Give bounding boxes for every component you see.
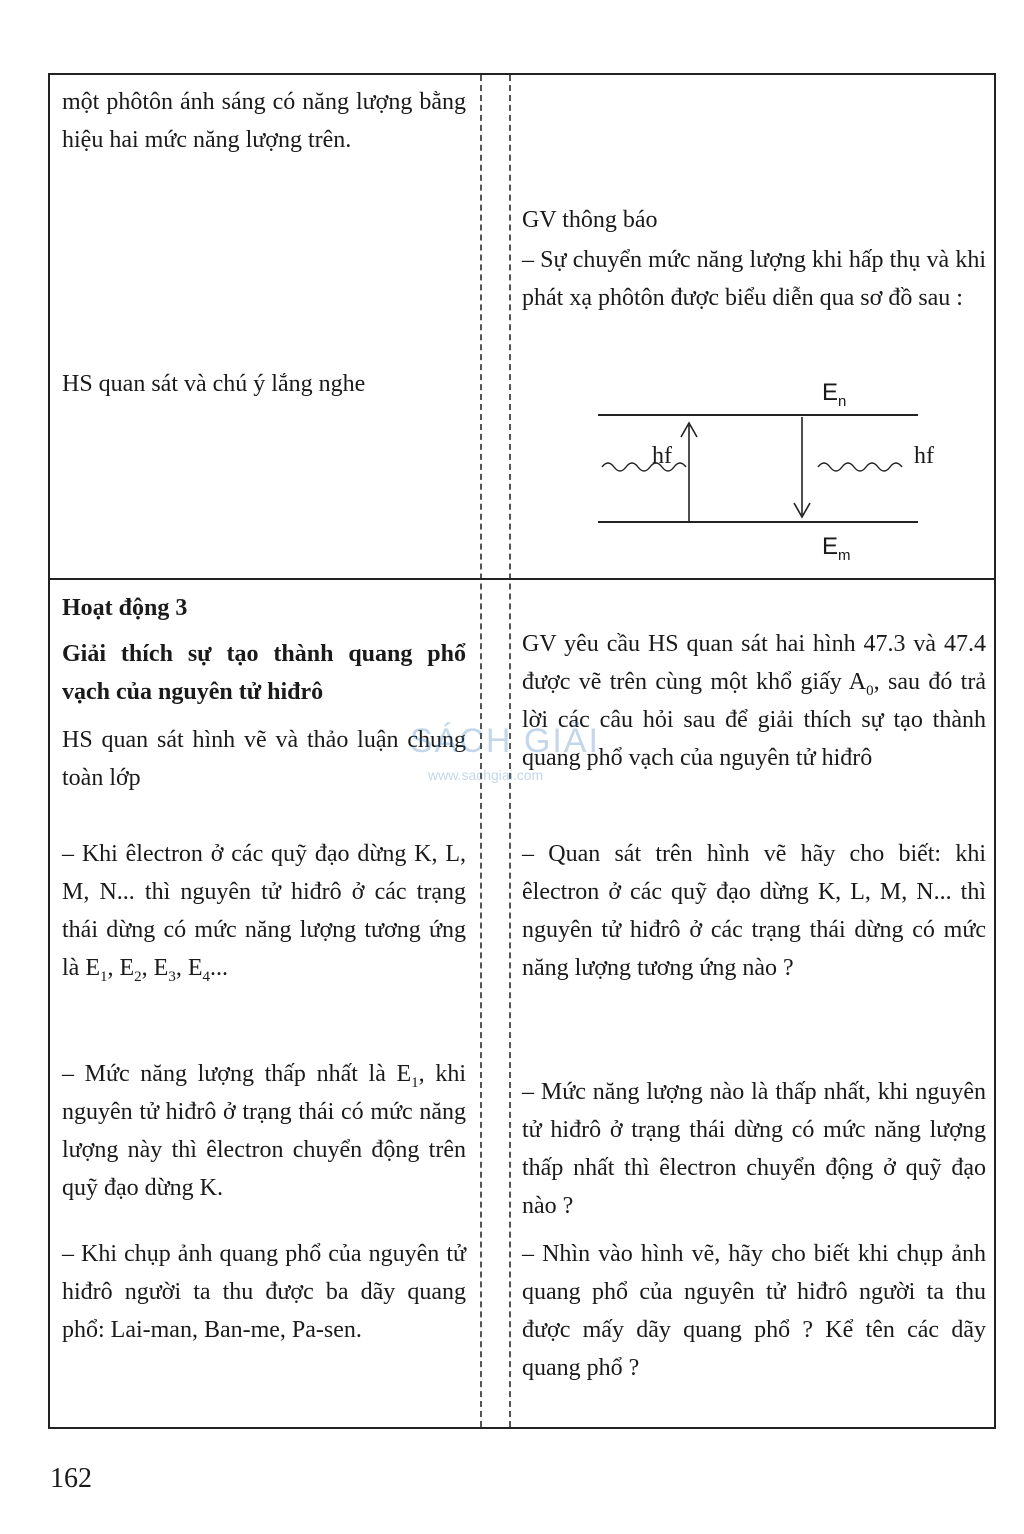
watermark-url: www.sachgiai.com (428, 767, 544, 783)
question-energy-levels: – Quan sát trên hình vẽ hãy cho biết: khi êlectron ở các quỹ đạo dừng K, L, M, N... thì nguyên tử hiđrô ở các trạng thái dừng có mức năng lượng tương ứng nào ? (522, 841, 986, 981)
students-observe-text: HS quan sát và chú ý lắng nghe (62, 371, 366, 397)
page-number: 162 (50, 1463, 92, 1494)
energy-level-svg (580, 385, 960, 575)
students-discuss-text: HS quan sát hình vẽ và thảo luận chung toàn lớp (62, 727, 466, 791)
photon-energy-paragraph: một phôtôn ánh sáng có năng lượng bằng hiệu hai mức năng lượng trên. (62, 89, 466, 153)
absorbed-photon-label: hf (652, 443, 672, 469)
emitted-photon-wave (818, 463, 902, 471)
teacher-request-paragraph: GV yêu cầu HS quan sát hai hình 47.3 và 47.4 được vẽ trên cùng một khổ giấy $A_0$, sau đó trả lời các câu hỏi sau để giải thích sự tạo thành quang phổ vạch của nguyên tử hiđrô (522, 631, 986, 771)
question-spectral-series: – Nhìn vào hình vẽ, hãy cho biết khi chụp ảnh quang phổ của nguyên tử hiđrô người ta thu được mấy dãy quang phổ ? Kể tên các dãy quang phổ ? (522, 1241, 986, 1381)
activity-subtitle: Giải thích sự tạo thành quang phổ vạch của nguyên tử hiđrô (62, 641, 466, 705)
row-divider (50, 578, 994, 580)
watermark-title: SÁCH GIẢI (410, 722, 600, 760)
lower-level-label: $E_m$ (822, 533, 851, 564)
orbit-levels-paragraph: – Khi êlectron ở các quỹ đạo dừng K, L, M, N... thì nguyên tử hiđrô ở các trạng thái dừng có mức năng lượng tương ứng là $E_1$, $E_2$, $E_3$, $E_4$... (62, 841, 466, 985)
upper-level-label: $E_n$ (822, 379, 847, 410)
activity-title: Hoạt động 3 (62, 595, 188, 621)
lowest-level-paragraph: – Mức năng lượng thấp nhất là $E_1$, khi nguyên tử hiđrô ở trạng thái có mức năng lượng này thì êlectron chuyển động trên quỹ đạo dừng K. (62, 1061, 466, 1201)
transition-description-paragraph: – Sự chuyển mức năng lượng khi hấp thụ và khi phát xạ phôtôn được biểu diễn qua sơ đồ sau : (522, 247, 986, 311)
teacher-announce-text: GV thông báo (522, 207, 658, 233)
energy-level-diagram (580, 379, 960, 575)
watermark-logo (410, 722, 630, 812)
question-lowest-level: – Mức năng lượng nào là thấp nhất, khi nguyên tử hiđrô ở trạng thái dừng có mức năng lượng thấp nhất thì êlectron chuyển động ở quỹ đạo nào ? (522, 1079, 986, 1219)
absorbed-photon-wave (602, 463, 686, 471)
spectral-series-paragraph: – Khi chụp ảnh quang phổ của nguyên tử hiđrô người ta thu được ba dãy quang phổ: Lai-man, Ban-me, Pa-sen. (62, 1241, 466, 1343)
emitted-photon-label: hf (914, 443, 934, 469)
